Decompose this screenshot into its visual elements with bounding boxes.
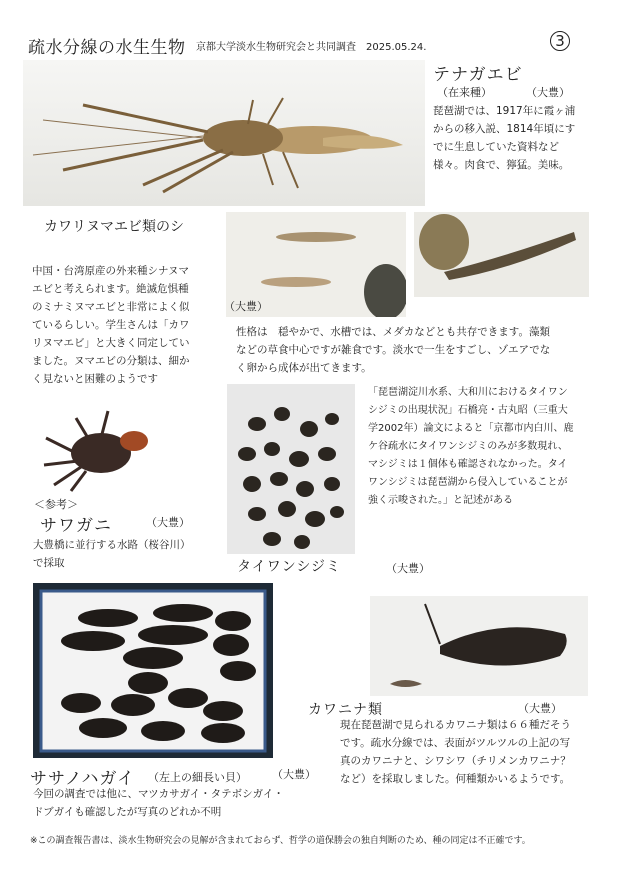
kawanina-name: カワニナ類	[308, 702, 383, 718]
shijimi-body-line: シジミの出現状況」石橋亮・古丸昭（三重大	[368, 405, 568, 416]
sasanoha-location: （大豊）	[272, 768, 316, 781]
kawanina-body-line: など）を採取しました。何種類かいるようです。	[340, 773, 571, 785]
sasanoha-photo	[33, 583, 273, 758]
tenagaebi-body-line: からの移入説、1814年頃にす	[433, 123, 576, 135]
tenagaebi-photo	[23, 60, 425, 206]
kawarinu-body	[32, 262, 232, 388]
kawarinu-body2-line: などの草食中心ですが雑食です。淡水で一生をすごし、ゾエアでな	[236, 344, 551, 356]
page-number: 3	[550, 31, 570, 51]
tenagaebi-body-line: 様々。肉食で、獰猛。美味。	[433, 159, 570, 171]
kawarinu-photo-2	[414, 212, 589, 297]
kawarinu-body-line: エビと考えられます。絶滅危惧種	[32, 283, 189, 295]
shijimi-body-line: ワンシジミは琵琶湖から侵入していることが	[368, 477, 568, 488]
kawarinu-body-line: ました。ヌマエビの分類は、細か	[32, 355, 190, 367]
sasanoha-body-line: 今回の調査では他に、マツカサガイ・タテボシガイ・	[33, 788, 284, 800]
kawarinu-body-line: 中国・台湾原産の外来種シナヌマ	[32, 265, 189, 277]
shijimi-body-line: マシジミは１個体も確認されなかった。タイ	[368, 459, 568, 470]
kawanina-body-line: 真のカワニナと、シワシワ（チリメンカワニナ？	[340, 755, 571, 767]
sawagani-ref: ＜参考＞	[34, 498, 78, 511]
shijimi-body-line: 学2002年）論文によると「京都市内白川、鹿	[368, 423, 574, 434]
tenagaebi-name: テナガエビ	[433, 65, 523, 85]
kawanina-body-line: 現在琵琶湖で見られるカワニナ類は６６種だそう	[340, 719, 571, 731]
kawanina-body-line: です。疏水分線では、表面がツルツルの上記の写	[340, 737, 571, 749]
sawagani-location: （大豊）	[146, 516, 190, 529]
kawarinu-body-line: く見ないと困難のようです	[32, 373, 158, 385]
page-subtitle: 京都大学淡水生物研究会と共同調査 2025.05.24.	[196, 42, 427, 53]
kawarinu-body-line: リヌマエビ」と大きく同定してい	[32, 337, 190, 349]
sasanoha-note: （左上の細長い貝）	[148, 771, 247, 784]
shijimi-body	[368, 384, 608, 510]
kawanina-body	[340, 716, 610, 788]
shijimi-name: タイワンシジミ	[237, 559, 342, 575]
sasanoha-body	[33, 785, 343, 821]
sawagani-body-line: で採取	[33, 557, 65, 569]
sawagani-photo	[36, 403, 166, 495]
kawarinu-body2-line: く卵から成体が出てきます。	[236, 362, 372, 374]
sawagani-name: サワガニ	[40, 516, 112, 536]
kawarinu-body2-line: 性格は 穏やかで、水槽では、メダカなどとも共存できます。藻類	[236, 326, 550, 338]
tenagaebi-body-line: 琵琶湖では、1917年に霞ヶ浦	[433, 105, 576, 117]
sasanoha-name: ササノハガイ	[30, 769, 135, 789]
page-title: 疏水分線の水生生物	[28, 38, 186, 58]
shijimi-location: （大豊）	[386, 562, 430, 575]
sawagani-body	[33, 536, 233, 572]
kawarinu-heading: カワリヌマエビ類のシ	[44, 219, 184, 235]
shijimi-body-line: ケ谷疏水にタイワンシジミのみが多数現れ、	[368, 441, 568, 452]
sawagani-body-line: 大豊橋に並行する水路（桜谷川）	[33, 539, 191, 551]
tenagaebi-body-line: でに生息していた資料など	[433, 141, 559, 153]
tenagaebi-location: （大豊）	[526, 86, 570, 99]
tenagaebi-body	[433, 102, 608, 174]
sasanoha-body-line: ドブガイも確認したが写真のどれか不明	[33, 806, 222, 818]
kawarinu-body2	[236, 323, 606, 377]
kawanina-photo	[370, 596, 588, 696]
tenagaebi-note: （在来種）	[437, 86, 492, 99]
kawarinu-body-line: のミナミヌマエビと非常によく似	[32, 301, 190, 313]
shijimi-photo	[227, 384, 355, 554]
kawanina-location: （大豊）	[518, 702, 562, 715]
footer-note: ※この調査報告書は、淡水生物研究会の見解が含まれておらず、哲学の道保勝会の独自判断のため、種の同定は不正確です。	[30, 836, 531, 846]
kawarinu-location: （大豊）	[224, 300, 268, 313]
kawarinu-body-line: ているらしい。学生さんは「カワ	[32, 319, 190, 331]
shijimi-body-line: 「琵琶湖淀川水系、大和川におけるタイワン	[368, 387, 568, 398]
shijimi-body-line: 強く示唆された。」と記述がある	[368, 495, 513, 506]
